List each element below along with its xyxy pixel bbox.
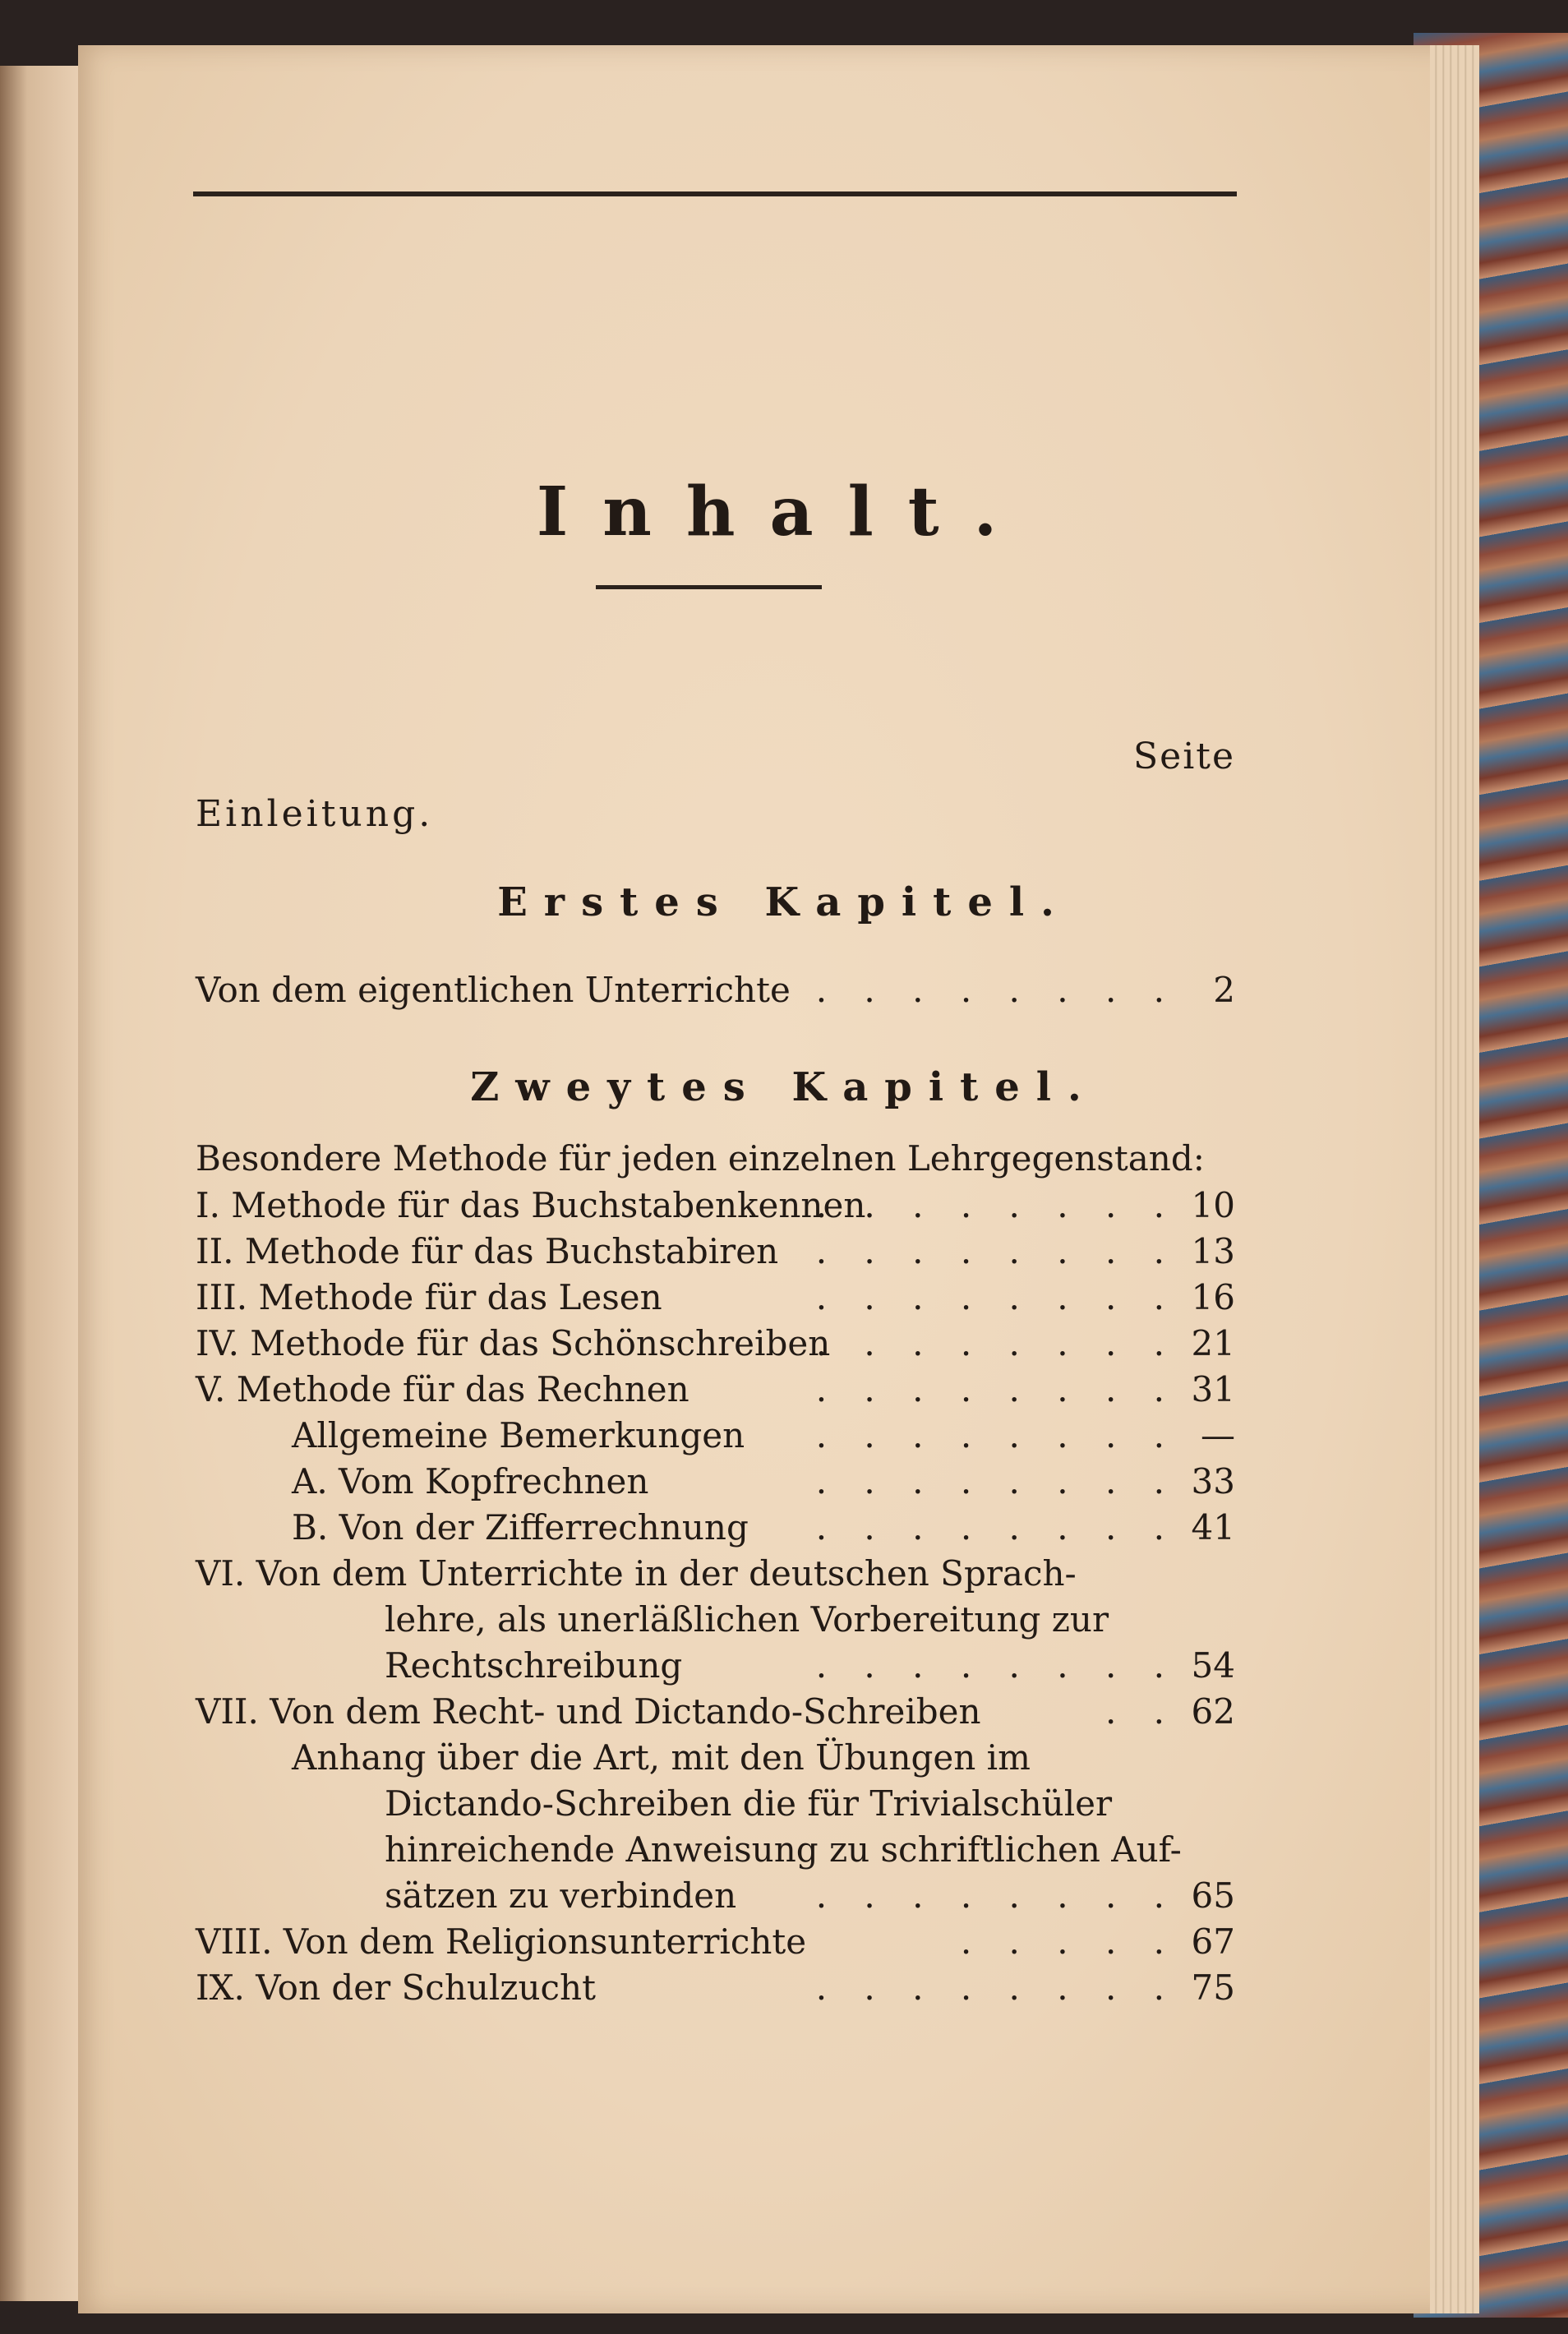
page-title: Inhalt.	[536, 473, 1032, 551]
toc-entry-label: IV. Methode für das Schönschreiben	[196, 1323, 831, 1363]
toc-leader: . . . . . . . .	[815, 1967, 1178, 2008]
toc-leader: . . . . . . . .	[815, 970, 1178, 1010]
chapter-heading-2: Zweytes Kapitel.	[470, 1064, 1098, 1110]
toc-entry-line: Dictando-Schreiben die für Trivialschüler	[385, 1783, 1113, 1824]
toc-leader: . . . . . . . .	[815, 1185, 1178, 1225]
top-rule	[193, 191, 1237, 196]
toc-entry	[196, 1231, 1235, 1277]
toc-entry-label: Von dem eigentlichen Unterrichte	[196, 970, 791, 1010]
toc-leader: . . . . . . . .	[815, 1645, 1178, 1686]
toc-entry-page: 13	[1191, 1231, 1235, 1271]
toc-leader: . .	[1105, 1691, 1178, 1732]
toc-entry-page: 41	[1191, 1507, 1235, 1548]
toc-entry	[385, 1645, 1235, 1691]
toc-entry-line: VI. Von dem Unterrichte in der deutschen Sprach-	[196, 1553, 1077, 1594]
toc-entry	[196, 1277, 1235, 1323]
toc-entry-page: 16	[1191, 1277, 1235, 1317]
toc-entry-line: Anhang über die Art, mit den Übungen im	[292, 1737, 1031, 1778]
toc-leader: . . . . .	[960, 1921, 1178, 1962]
toc-entry	[292, 1461, 1235, 1507]
seite-column-label: Seite	[1133, 736, 1235, 777]
toc-entry-page: 62	[1191, 1691, 1235, 1732]
toc-entry-line: hinreichende Anweisung zu schriftlichen Auf-	[385, 1829, 1182, 1870]
title-rule	[596, 585, 822, 589]
toc-entry-page: 21	[1191, 1323, 1235, 1363]
toc-entry-label: III. Methode für das Lesen	[196, 1277, 662, 1317]
toc-entry	[196, 1369, 1235, 1415]
introduction-entry: Einleitung.	[196, 793, 434, 835]
page-stack-edge	[1430, 45, 1479, 2313]
toc-entry	[196, 1691, 1235, 1737]
toc-entry-page: 33	[1191, 1461, 1235, 1501]
toc-entry-page: 10	[1191, 1185, 1235, 1225]
toc-entry-label: IX. Von der Schulzucht	[196, 1967, 596, 2008]
section-lead: Besondere Methode für jeden einzelnen Lehrgegenstand:	[196, 1138, 1205, 1179]
toc-entry	[196, 1967, 1235, 2013]
toc-entry-label: I. Methode für das Buchstabenkennen	[196, 1185, 866, 1225]
toc-entry-page: 54	[1191, 1645, 1235, 1686]
toc-leader: . . . . . . . .	[815, 1415, 1178, 1455]
toc-entry-label: B. Von der Zifferrechnung	[292, 1507, 749, 1548]
toc-leader: . . . . . . . .	[815, 1369, 1178, 1409]
toc-entry-line: lehre, als unerläßlichen Vorbereitung zur	[385, 1599, 1109, 1640]
toc-entry-label: A. Vom Kopfrechnen	[292, 1461, 649, 1501]
toc-entry-label: sätzen zu verbinden	[385, 1875, 737, 1916]
toc-leader: . . . . . . . .	[815, 1323, 1178, 1363]
toc-entry	[292, 1415, 1235, 1461]
toc-entry-label: II. Methode für das Buchstabiren	[196, 1231, 779, 1271]
left-page-edge	[0, 66, 78, 2301]
toc-entry-page: 75	[1191, 1967, 1235, 2008]
toc-entry-page: —	[1201, 1415, 1235, 1455]
toc-leader: . . . . . . . .	[815, 1875, 1178, 1916]
toc-entry	[385, 1875, 1235, 1921]
toc-entry-label: VIII. Von dem Religionsunterrichte	[196, 1921, 807, 1962]
toc-leader: . . . . . . . .	[815, 1231, 1178, 1271]
toc-leader: . . . . . . . .	[815, 1507, 1178, 1548]
toc-leader: . . . . . . . .	[815, 1277, 1178, 1317]
toc-entry-label: Rechtschreibung	[385, 1645, 683, 1686]
toc-entry	[196, 1185, 1235, 1231]
toc-entry	[196, 1323, 1235, 1369]
toc-entry-page: 2	[1213, 970, 1235, 1010]
toc-entry-page: 31	[1191, 1369, 1235, 1409]
toc-entry	[196, 1921, 1235, 1967]
toc-entry-label: VII. Von dem Recht- und Dictando-Schreiben	[196, 1691, 981, 1732]
toc-entry	[292, 1507, 1235, 1553]
toc-leader: . . . . . . . .	[815, 1461, 1178, 1501]
toc-entry-page: 67	[1191, 1921, 1235, 1962]
toc-entry-label: V. Methode für das Rechnen	[196, 1369, 689, 1409]
toc-entry-page: 65	[1191, 1875, 1235, 1916]
toc-entry	[196, 970, 1235, 1016]
toc-entry-label: Allgemeine Bemerkungen	[292, 1415, 745, 1455]
chapter-heading-1: Erstes Kapitel.	[497, 879, 1071, 925]
